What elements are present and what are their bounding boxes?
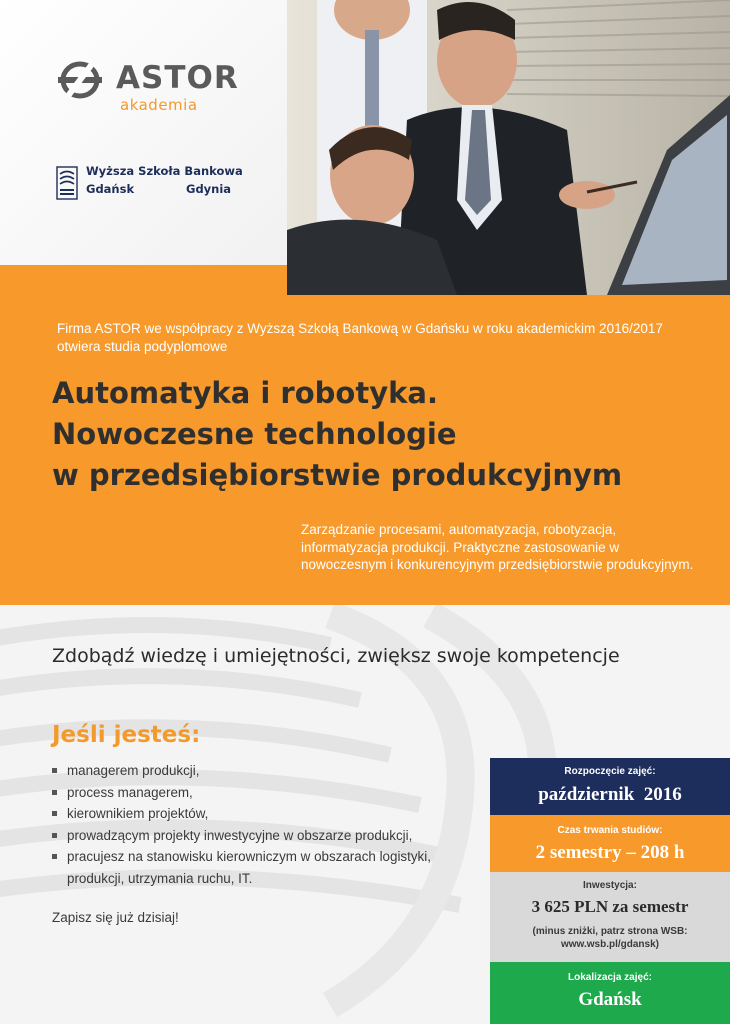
start-date-value: październik 2016 — [538, 784, 682, 805]
header-logo-area — [0, 0, 287, 265]
list-item-text: prowadzącym projekty inwestycyjne w obszarze produkcji, — [67, 827, 413, 843]
audience-list — [52, 760, 492, 889]
list-item-text: managerem produkcji, — [67, 763, 200, 778]
price-note-link[interactable]: www.wsb.pl/gdansk) — [561, 939, 659, 950]
page-title — [52, 373, 712, 496]
price-value: 3 625 PLN za semestr — [531, 897, 689, 916]
wsb-name: Wyższa Szkoła Bankowa — [86, 164, 243, 178]
list-item-text: process managerem, — [67, 784, 193, 800]
price-label: Inwestycja: — [583, 880, 637, 891]
signup-call-to-action: Zapisz się już dzisiaj! — [52, 910, 179, 925]
title-line-2: Nowoczesne technologie — [52, 417, 457, 451]
wsb-emblem-icon — [56, 166, 78, 200]
intro-text: Firma ASTOR we współpracy z Wyższą Szkołą Bankową w Gdańsku w roku akademickim 2016/2017 otwiera studia podyplomowe — [57, 321, 663, 354]
start-date-block — [490, 758, 730, 815]
price-block — [490, 872, 730, 962]
motto-text: Zdobądź wiedzę i umiejętności, zwiększ swoje kompetencje — [52, 645, 620, 667]
business-people-photo — [287, 0, 730, 295]
start-date-label: Rozpoczęcie zajęć: — [564, 766, 656, 777]
price-note — [490, 925, 730, 951]
audience-heading: Jeśli jesteś: — [52, 722, 201, 748]
list-item — [52, 782, 492, 804]
wsb-city-gdansk: Gdańsk — [86, 182, 135, 196]
list-item — [52, 760, 492, 782]
wsb-city-gdynia: Gdynia — [186, 182, 232, 196]
duration-value: 2 semestry – 208 h — [535, 842, 685, 863]
location-label: Lokalizacja zajęć: — [568, 972, 652, 983]
bullet-square-icon — [52, 811, 57, 816]
hero-photo — [287, 0, 730, 295]
bullet-square-icon — [52, 768, 57, 773]
price-note-line-1: (minus zniżki, patrz strona WSB: — [532, 926, 688, 937]
duration-label: Czas trwania studiów: — [557, 825, 663, 836]
subtitle-text: Zarządzanie procesami, automatyzacja, robotyzacja, informatyzacja produkcji. Praktyczne zastosowanie w nowoczesnym i konkurencyjnym przedsiębiorstwie produkcyjnym. — [301, 522, 694, 572]
bullet-square-icon — [52, 854, 57, 859]
title-line-3: w przedsiębiorstwie produkcyjnym — [52, 458, 623, 492]
astor-logo — [56, 58, 246, 118]
astor-logo-subtitle: akademia — [120, 96, 198, 114]
list-item — [52, 846, 492, 868]
location-block — [490, 962, 730, 1024]
list-item-text: pracujesz na stanowisku kierowniczym w obszarach logistyki, — [67, 849, 431, 864]
location-value: Gdańsk — [578, 989, 642, 1010]
list-item — [52, 803, 492, 825]
duration-block — [490, 815, 730, 872]
course-info-panel — [490, 758, 730, 1024]
astor-logo-icon — [56, 60, 110, 100]
title-line-1: Automatyka i robotyka. — [52, 376, 438, 410]
list-item-continuation: produkcji, utrzymania ruchu, IT. — [67, 870, 253, 886]
list-item — [52, 825, 492, 847]
bullet-square-icon — [52, 790, 57, 795]
astor-logo-word: ASTOR — [116, 60, 239, 96]
list-item-text: kierownikiem projektów, — [67, 806, 209, 821]
bullet-square-icon — [52, 833, 57, 838]
wsb-logo — [56, 164, 243, 204]
